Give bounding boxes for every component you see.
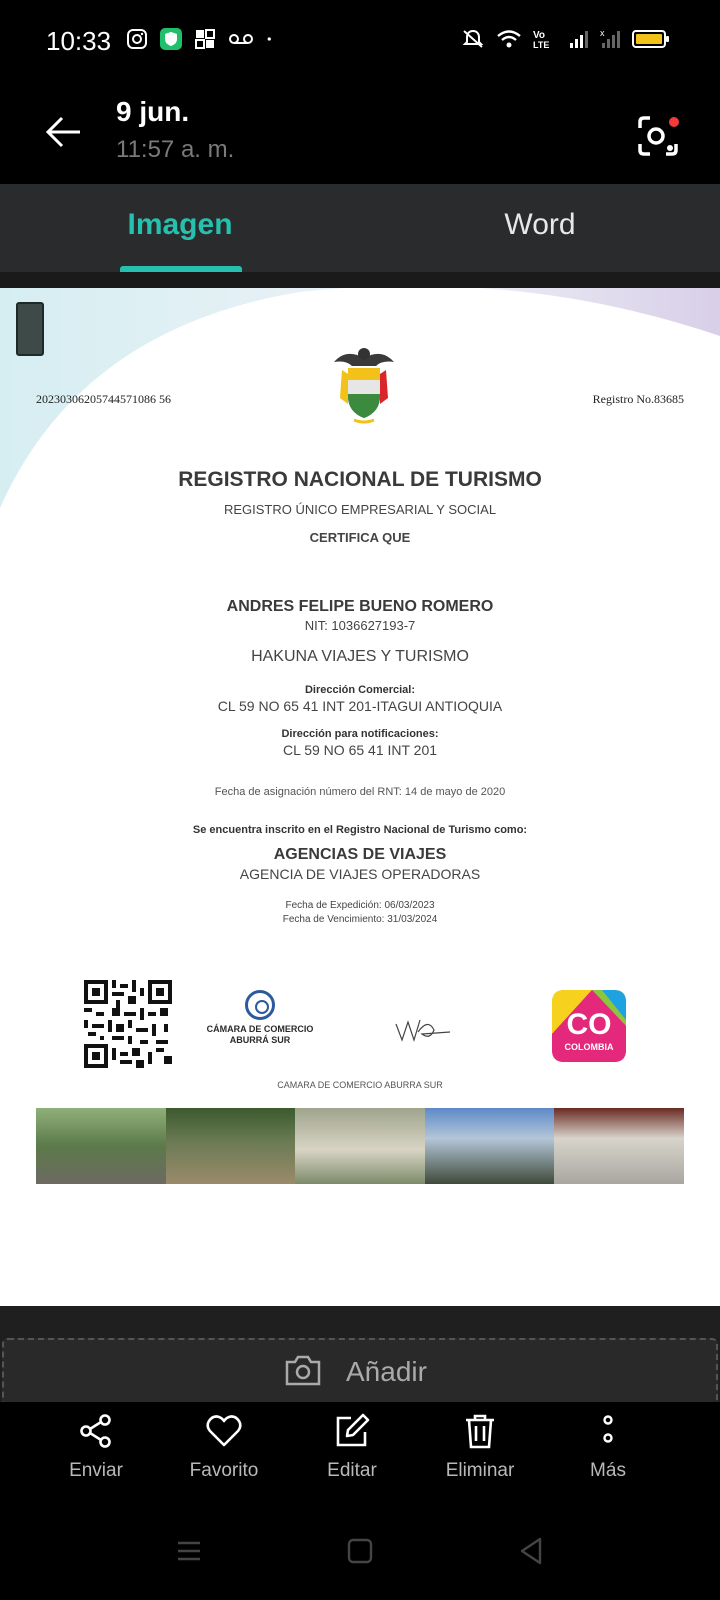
camera-icon [284,1354,322,1386]
edit-label: Editar [327,1460,377,1481]
system-navigation-bar [0,1504,720,1600]
scroll-handle[interactable] [16,302,44,356]
svg-text:LTE: LTE [533,40,550,50]
wifi-icon [496,28,522,50]
share-button[interactable] [36,1412,156,1482]
photo-date: 9 jun. [116,96,190,127]
expiry-date: Fecha de Vencimiento: 31/03/2024 [282,914,438,925]
registro-number: Registro No.83685 [592,392,684,406]
signal-off-icon [600,28,622,50]
colombia-brand-logo [552,990,626,1062]
svg-text:Vo: Vo [533,30,546,41]
voicemail-icon [228,28,254,50]
holder-name: ANDRES FELIPE BUENO ROMERO [226,598,494,615]
colombia-logo-co: CO [566,1008,612,1041]
svg-text:x: x [600,28,605,38]
back-arrow-icon[interactable] [40,108,88,156]
system-icons [460,28,666,50]
category: AGENCIAS DE VIAJES [273,846,447,863]
certifica-heading: CERTIFICA QUE [309,530,411,545]
top-header [0,88,720,184]
notification-address-label: Dirección para notificaciones: [281,728,439,740]
photo-plaza [36,1108,166,1184]
signal-icon [568,28,590,50]
document-subtitle: REGISTRO ÚNICO EMPRESARIAL Y SOCIAL [223,502,497,517]
camara-comercio-logo [198,990,322,1054]
trash-icon [461,1412,499,1450]
colombia-logo-word: COLOMBIA [564,1042,614,1052]
camara-logo-text: CÁMARA DE COMERCIO ABURRÁ SUR [206,1024,314,1045]
delete-button[interactable] [420,1412,540,1482]
photo-museum [554,1108,684,1184]
tabs-divider [0,272,720,288]
notification-icons [126,28,278,50]
tab-word[interactable] [360,184,720,272]
edit-icon [333,1412,371,1450]
notification-address-value: CL 59 NO 65 41 INT 201 [282,742,438,758]
signature-icon [394,1010,454,1050]
tourism-photo-strip [36,1108,684,1184]
heart-icon [205,1412,243,1450]
tab-word-label: Word [504,208,576,241]
document-title: REGISTRO NACIONAL DE TURISMO [178,468,542,491]
camara-footer-text: CAMARA DE COMERCIO ABURRA SUR [277,1080,443,1090]
photo-statue [295,1108,425,1184]
app-grid-icon [194,28,216,50]
assignment-date: Fecha de asignación número del RNT: 14 de mayo de 2020 [214,786,506,798]
edit-button[interactable] [292,1412,412,1482]
recent-apps-icon[interactable] [172,1534,206,1568]
delete-label: Eliminar [445,1460,515,1481]
subcategory: AGENCIA DE VIAJES OPERADORAS [239,866,481,882]
tab-imagen[interactable] [0,184,360,272]
address-label: Dirección Comercial: [304,684,416,696]
qr-code-icon [84,980,172,1068]
view-tabs [0,184,720,272]
bottom-action-bar [0,1402,720,1504]
mute-bell-icon [460,28,486,50]
certificate-image[interactable] [0,288,720,1306]
issue-date: Fecha de Expedición: 06/03/2023 [285,900,435,911]
status-bar [0,0,720,88]
share-icon [77,1412,115,1450]
favorite-button[interactable] [164,1412,284,1482]
address-value: CL 59 NO 65 41 INT 201-ITAGUI ANTIOQUIA [217,698,503,714]
holder-nit: NIT: 1036627193-7 [304,618,416,633]
share-label: Enviar [69,1460,123,1481]
colombia-coat-of-arms-icon [326,344,402,426]
back-icon[interactable] [514,1534,548,1568]
security-shield-icon [160,28,182,50]
camara-emblem-icon [245,990,275,1020]
status-time: 10:33 [46,26,112,56]
volte-icon [532,28,558,50]
more-icon [589,1412,627,1450]
company-name: HAKUNA VIAJES Y TURISMO [251,648,469,665]
battery-icon [632,30,666,48]
home-icon[interactable] [343,1534,377,1568]
more-button[interactable] [548,1412,668,1482]
photo-time: 11:57 a. m. [116,136,235,163]
photo-fountain [166,1108,296,1184]
dot-icon [266,28,278,50]
google-lens-icon[interactable] [634,112,682,160]
favorite-label: Favorito [189,1460,259,1481]
registered-as-label: Se encuentra inscrito en el Registro Nacional de Turismo como: [192,824,528,836]
add-label: Añadir [346,1356,427,1387]
photo-church [425,1108,555,1184]
add-area [0,1306,720,1402]
instagram-icon [126,28,148,50]
tab-imagen-label: Imagen [127,208,233,241]
document-code: 20230306205744571086 56 [36,392,171,406]
more-label: Más [590,1460,626,1481]
